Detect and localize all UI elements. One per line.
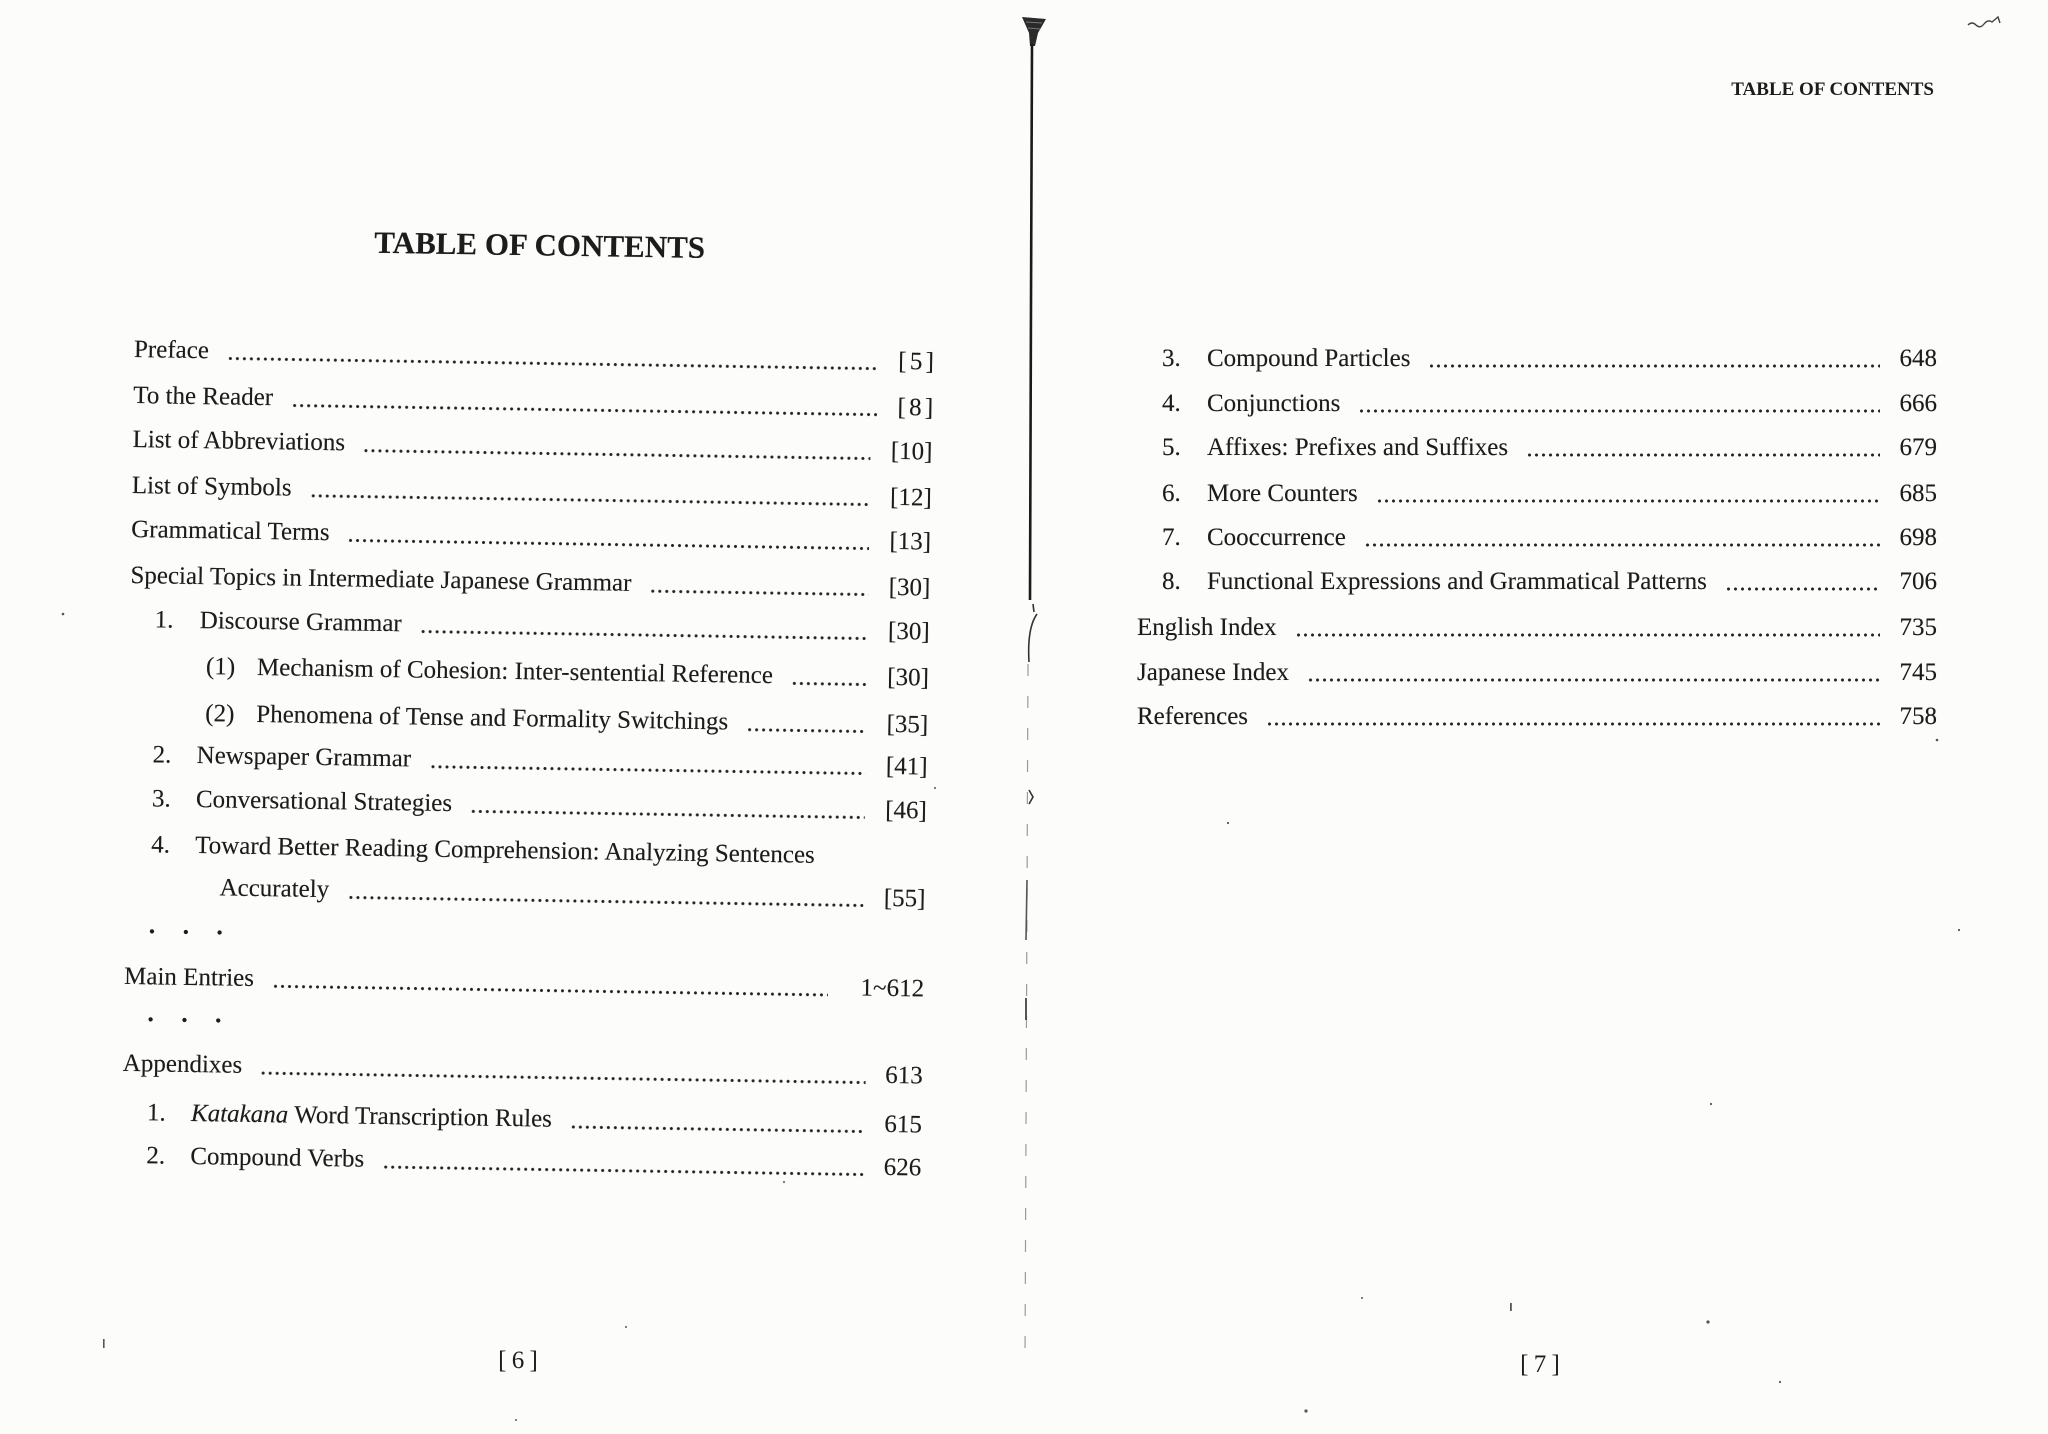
entry-label: Japanese Index — [1137, 659, 1290, 686]
entry-page-number: [35] — [886, 710, 929, 739]
leader-dots — [382, 1164, 864, 1178]
spine-ribbon-icon — [1022, 17, 1046, 46]
toc-entry-list-of-symbols — [132, 469, 932, 516]
entry-page-number: 1~612 — [860, 974, 925, 1003]
spine-mark — [1029, 790, 1033, 804]
entry-page-number: [41] — [885, 752, 928, 781]
entry-number: 5. — [1162, 434, 1181, 461]
entry-page-number: [ 8 ] — [897, 394, 934, 422]
leader-dots — [1376, 498, 1880, 504]
toc-entry-mechanism-of-cohesion — [129, 649, 929, 696]
entry-label: Special Topics in Intermediate Japanese Grammar — [130, 561, 632, 597]
leader-dots — [420, 629, 868, 642]
leader-dots — [1295, 632, 1880, 638]
leader-dots — [649, 588, 868, 597]
toc-entry-discourse-grammar — [129, 603, 929, 650]
entry-number: 3. — [1162, 345, 1181, 372]
entry-page-number: [12] — [889, 483, 932, 512]
entry-page-number: 698 — [1899, 524, 1937, 551]
leader-dots — [1358, 408, 1879, 414]
ellipsis-separator: • • • — [147, 1009, 222, 1031]
toc-entry-toward-better-reading-continued — [125, 870, 925, 917]
entry-page-number: 685 — [1899, 480, 1937, 507]
leader-dots — [347, 537, 869, 551]
spine-tick — [1033, 604, 1034, 612]
entry-number: 8. — [1162, 568, 1181, 595]
left-page-number: [ 6 ] — [498, 1347, 538, 1374]
entry-label: Compound Particles — [1207, 345, 1411, 372]
entry-label: List of Abbreviations — [132, 425, 346, 457]
entry-label: Conversational Strategies — [195, 786, 453, 818]
toc-entry-toward-better-reading — [126, 828, 926, 875]
leader-dots — [347, 894, 864, 908]
toc-entry-compound-verbs — [121, 1139, 921, 1186]
leader-dots — [291, 402, 878, 417]
toc-entry-grammatical-terms — [131, 513, 931, 560]
toc-entry-functional-expressions — [1137, 565, 1937, 599]
toc-entry-conversational-strategies — [127, 782, 927, 829]
entry-number: 7. — [1162, 524, 1181, 551]
toc-entry-cooccurrence — [1137, 521, 1937, 555]
leader-dots — [227, 355, 878, 371]
leader-dots — [272, 983, 829, 998]
entry-page-number: 745 — [1899, 659, 1937, 686]
corner-scan-mark — [1968, 17, 2000, 27]
toc-entry-appendixes — [123, 1047, 923, 1094]
toc-entry-more-counters — [1137, 477, 1937, 511]
entry-label: To the Reader — [133, 381, 274, 412]
entry-page-number: 613 — [884, 1061, 923, 1090]
toc-entry-compound-particles — [1137, 342, 1937, 376]
entry-label: English Index — [1137, 614, 1277, 641]
leader-dots — [429, 764, 866, 777]
toc-entry-katakana-transcription — [122, 1096, 922, 1143]
entry-label: Conjunctions — [1207, 390, 1341, 417]
toc-entry-references — [1137, 700, 1937, 734]
entry-label: Newspaper Grammar — [196, 742, 412, 773]
entry-page-number: [46] — [884, 796, 928, 825]
entry-page-number: [30] — [887, 663, 930, 692]
entry-label-continued: Accurately — [219, 874, 330, 904]
entry-number: 2. — [152, 741, 172, 769]
entry-page-number: 758 — [1899, 703, 1937, 730]
toc-entry-main-entries — [124, 960, 924, 1007]
entry-page-number: [30] — [888, 573, 931, 602]
entry-number: 1. — [154, 606, 174, 634]
spine-ribbon-stripe — [1026, 22, 1042, 23]
leader-dots — [791, 680, 867, 687]
leader-dots — [1266, 721, 1879, 727]
entry-number: (2) — [205, 700, 235, 728]
entry-label: Word Transcription Rules — [294, 1101, 553, 1133]
book-spine-line — [1030, 44, 1032, 600]
spine-faint-line — [1025, 664, 1028, 1360]
toc-entry-english-index — [1137, 611, 1937, 645]
spine-bracket — [1029, 614, 1037, 662]
right-page — [1137, 0, 1937, 1434]
leader-dots — [570, 1124, 865, 1135]
toc-entry-conjunctions — [1137, 387, 1937, 421]
leader-dots — [363, 448, 871, 462]
entry-label: Phenomena of Tense and Formality Switchings — [256, 700, 729, 736]
entry-page-number: [ 5 ] — [898, 348, 935, 376]
page-title: TABLE OF CONTENTS — [374, 224, 706, 265]
entry-label: Affixes: Prefixes and Suffixes — [1207, 434, 1509, 461]
entry-number: 2. — [146, 1142, 166, 1170]
entry-number: 4. — [151, 831, 171, 859]
entry-number: (1) — [205, 653, 236, 681]
entry-number: 1. — [146, 1099, 166, 1127]
entry-page-number: [10] — [890, 437, 933, 466]
left-page — [121, 224, 935, 1212]
entry-number: 3. — [151, 785, 171, 813]
leader-dots — [260, 1070, 865, 1086]
entry-label: List of Symbols — [131, 471, 292, 502]
entry-label: Discourse Grammar — [199, 607, 402, 638]
entry-page-number: [13] — [889, 527, 932, 556]
leader-dots — [1526, 452, 1879, 458]
toc-entry-newspaper-grammar — [127, 738, 927, 785]
entry-label: Compound Verbs — [190, 1142, 365, 1173]
entry-label: Functional Expressions and Grammatical Patterns — [1207, 568, 1707, 595]
toc-entry-japanese-index — [1137, 656, 1937, 690]
entry-number: 4. — [1162, 390, 1181, 417]
entry-page-number: 735 — [1899, 614, 1937, 641]
entry-label: More Counters — [1207, 480, 1358, 507]
leader-dots — [470, 808, 865, 820]
entry-page-number: [30] — [887, 617, 930, 646]
entry-label: Main Entries — [123, 962, 255, 992]
entry-label: Appendixes — [122, 1049, 243, 1079]
toc-entry-preface — [134, 333, 934, 380]
entry-page-number: 648 — [1899, 345, 1937, 372]
entry-label-italic: Katakana — [190, 1099, 289, 1129]
right-page-number: [ 7 ] — [1520, 1351, 1560, 1378]
leader-dots — [1428, 363, 1879, 369]
entry-page-number: 679 — [1899, 434, 1937, 461]
entry-label: Toward Better Reading Comprehension: Analyzing Sentences — [195, 832, 816, 869]
entry-label: References — [1137, 703, 1249, 730]
entry-page-number: 626 — [883, 1153, 922, 1182]
entry-label: Preface — [133, 336, 210, 365]
leader-dots — [1725, 586, 1880, 592]
ellipsis-separator: • • • — [148, 921, 223, 943]
entry-label: Cooccurrence — [1207, 524, 1346, 551]
spine-ribbon-stripe — [1028, 28, 1040, 29]
spine-segment — [1026, 880, 1027, 940]
leader-dots — [1307, 677, 1879, 683]
toc-entry-special-topics — [130, 559, 930, 606]
entry-page-number: 615 — [884, 1110, 923, 1139]
running-head: TABLE OF CONTENTS — [1731, 79, 1934, 100]
entry-number: 6. — [1162, 480, 1181, 507]
entry-page-number: 706 — [1899, 568, 1937, 595]
leader-dots — [746, 727, 866, 735]
toc-entry-affixes — [1137, 431, 1937, 465]
entry-label: Grammatical Terms — [130, 515, 330, 547]
leader-dots — [1364, 542, 1880, 548]
entry-label: Mechanism of Cohesion: Inter-sentential Reference — [256, 653, 774, 690]
entry-page-number: 666 — [1899, 390, 1937, 417]
toc-entry-to-the-reader — [133, 379, 933, 426]
leader-dots — [309, 493, 870, 508]
entry-page-number: [55] — [883, 884, 926, 913]
toc-entry-list-of-abbreviations — [132, 423, 932, 470]
toc-entry-phenomena-of-tense — [128, 696, 928, 743]
